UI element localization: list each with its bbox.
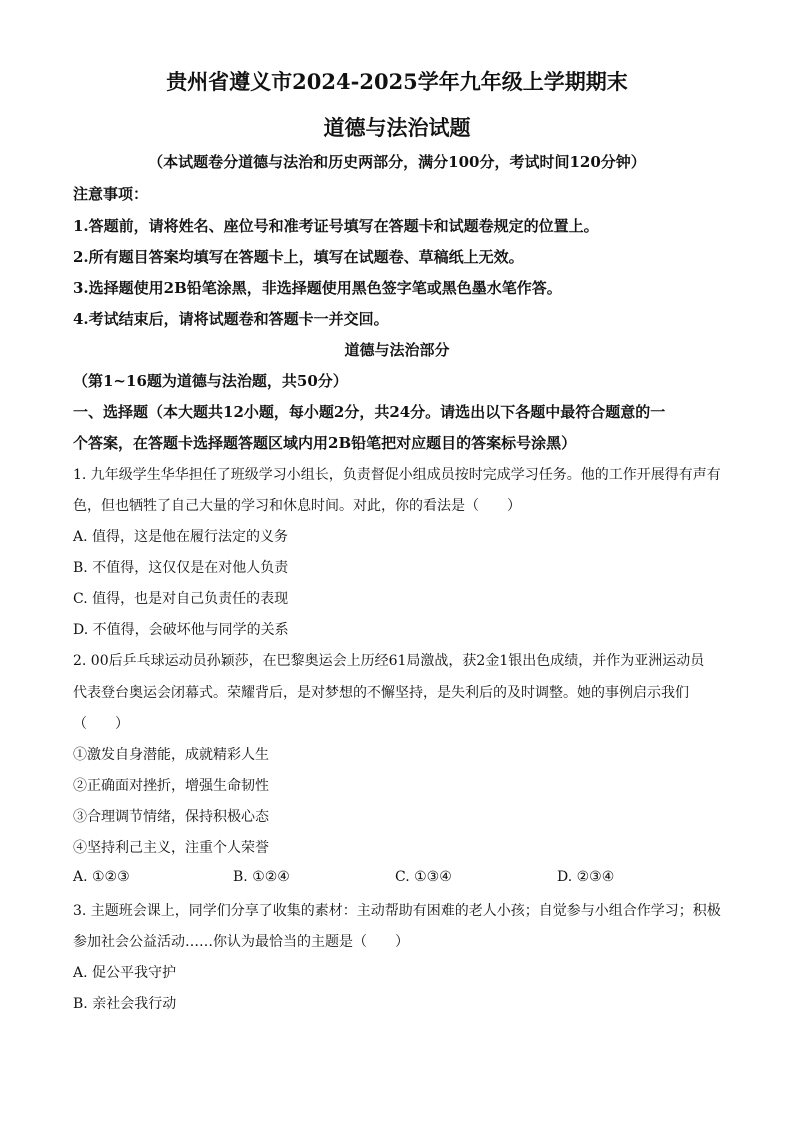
question-1-option-d: D. 不值得，会破坏他与同学的关系 — [73, 622, 289, 638]
question-1-option-b: B. 不值得，这仅仅是在对他人负责 — [73, 560, 289, 576]
question-3-option-b: B. 亲社会我行动 — [73, 996, 177, 1012]
notice-item-1: 1.答题前，请将姓名、座位号和准考证号填写在答题卡和试题卷规定的位置上。 — [73, 217, 599, 235]
question-2-option-a: A. ①②③ — [73, 869, 130, 885]
question-1-option-a: A. 值得，这是他在履行法定的义务 — [73, 529, 289, 545]
question-2-stem-line-2: 代表登台奥运会闭幕式。荣耀背后，是对梦想的不懈坚持，是失利后的及时调整。她的事例启示我们 — [73, 685, 689, 701]
question-2-item-4: ④坚持利己主义，注重个人荣誉 — [73, 840, 269, 856]
exam-title: 贵州省遵义市2024-2025学年九年级上学期期末 — [166, 69, 628, 94]
question-2-option-c: C. ①③④ — [395, 869, 452, 885]
question-2-stem-line-3: （ ） — [73, 716, 129, 732]
part-title: 道德与法治部分 — [344, 341, 450, 359]
notice-heading: 注意事项： — [73, 185, 149, 203]
question-2-option-d: D. ②③④ — [557, 869, 615, 885]
notice-item-3: 3.选择题使用2B铅笔涂黑，非选择题使用黑色签字笔或黑色墨水笔作答。 — [73, 279, 562, 297]
question-2-item-1: ①激发自身潜能，成就精彩人生 — [73, 747, 269, 763]
notice-item-2: 2.所有题目答案均填写在答题卡上，填写在试题卷、草稿纸上无效。 — [73, 248, 524, 266]
question-1-stem-line-1: 1. 九年级学生华华担任了班级学习小组长，负责督促小组成员按时完成学习任务。他的工作开展得有声有 — [73, 467, 721, 483]
question-2-item-2: ②正确面对挫折，增强生命韧性 — [73, 778, 269, 794]
part-description: （第1~16题为道德与法治题，共50分） — [73, 372, 348, 390]
exam-subtitle: （本试题卷分道德与法治和历史两部分，满分100分，考试时间120分钟） — [148, 153, 646, 171]
question-1-option-c: C. 值得，也是对自己负责任的表现 — [73, 591, 289, 607]
question-2-stem-line-1: 2. 00后乒乓球运动员孙颖莎，在巴黎奥运会上历经61局激战，获2金1银出色成绩，并作为亚洲运动员 — [73, 653, 705, 669]
notice-item-4: 4.考试结束后，请将试题卷和答题卡一并交回。 — [73, 310, 389, 328]
question-3-stem-line-1: 3. 主题班会课上，同学们分享了收集的素材：主动帮助有困难的老人小孩；自觉参与小组合作学习；积极 — [73, 903, 721, 919]
question-2-option-b: B. ①②④ — [233, 869, 290, 885]
question-3-stem-line-2: 参加社会公益活动……你认为最恰当的主题是（ ） — [73, 934, 409, 950]
section-heading-line-2: 个答案，在答题卡选择题答题区域内用2B铅笔把对应题目的答案标号涂黑） — [73, 434, 577, 452]
question-1-stem-line-2: 色，但也牺牲了自己大量的学习和休息时间。对此，你的看法是（ ） — [73, 498, 521, 514]
question-3-option-a: A. 促公平我守护 — [73, 965, 177, 981]
exam-subject-title: 道德与法治试题 — [323, 115, 471, 140]
question-2-item-3: ③合理调节情绪，保持积极心态 — [73, 809, 269, 825]
section-heading-line-1: 一、选择题（本大题共12小题，每小题2分，共24分。请选出以下各题中最符合题意的一 — [73, 403, 666, 421]
